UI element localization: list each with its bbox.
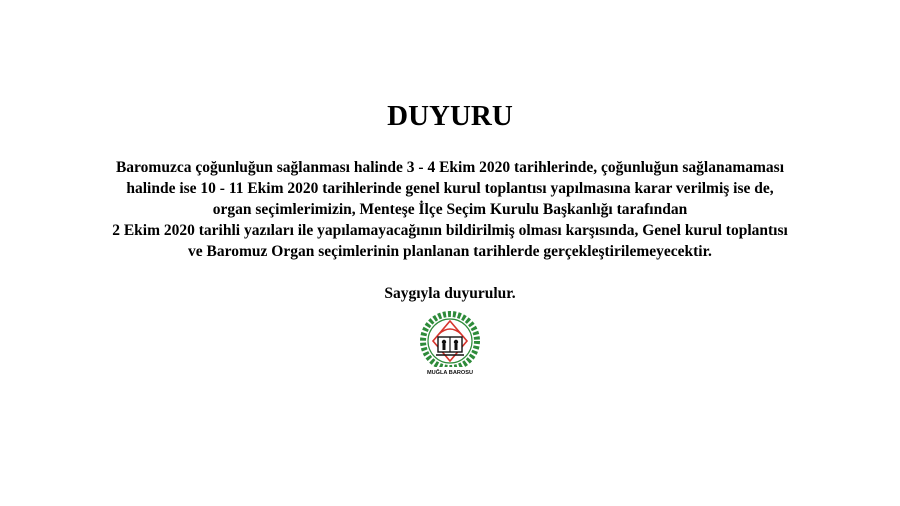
bar-association-logo-icon	[409, 310, 491, 380]
announcement-body	[0, 157, 900, 262]
announcement-line: ve Baromuz Organ seçimlerinin planlanan tarihlerde gerçekleştirilemeyecektir.	[188, 243, 712, 260]
announcement-closing: Saygıyla duyurulur.	[384, 285, 516, 302]
announcement-line: halinde ise 10 - 11 Ekim 2020 tarihlerinde genel kurul toplantısı yapılmasına karar verilmiş ise de,	[126, 180, 774, 197]
logo-caption: MUĞLA BAROSU	[426, 370, 474, 376]
announcement-line: organ seçimlerimizin, Menteşe İlçe Seçim Kurulu Başkanlığı tarafından	[212, 201, 688, 218]
announcement-title: DUYURU	[387, 100, 513, 132]
announcement-line: Baromuzca çoğunluğun sağlanması halinde 3 - 4 Ekim 2020 tarihlerinde, çoğunluğun sağlanamaması	[115, 159, 785, 176]
bar-association-logo	[409, 310, 491, 380]
announcement-line: 2 Ekim 2020 tarihli yazıları ile yapılamayacağının bildirilmiş olması karşısında, Genel kurul toplantısı	[112, 222, 788, 239]
